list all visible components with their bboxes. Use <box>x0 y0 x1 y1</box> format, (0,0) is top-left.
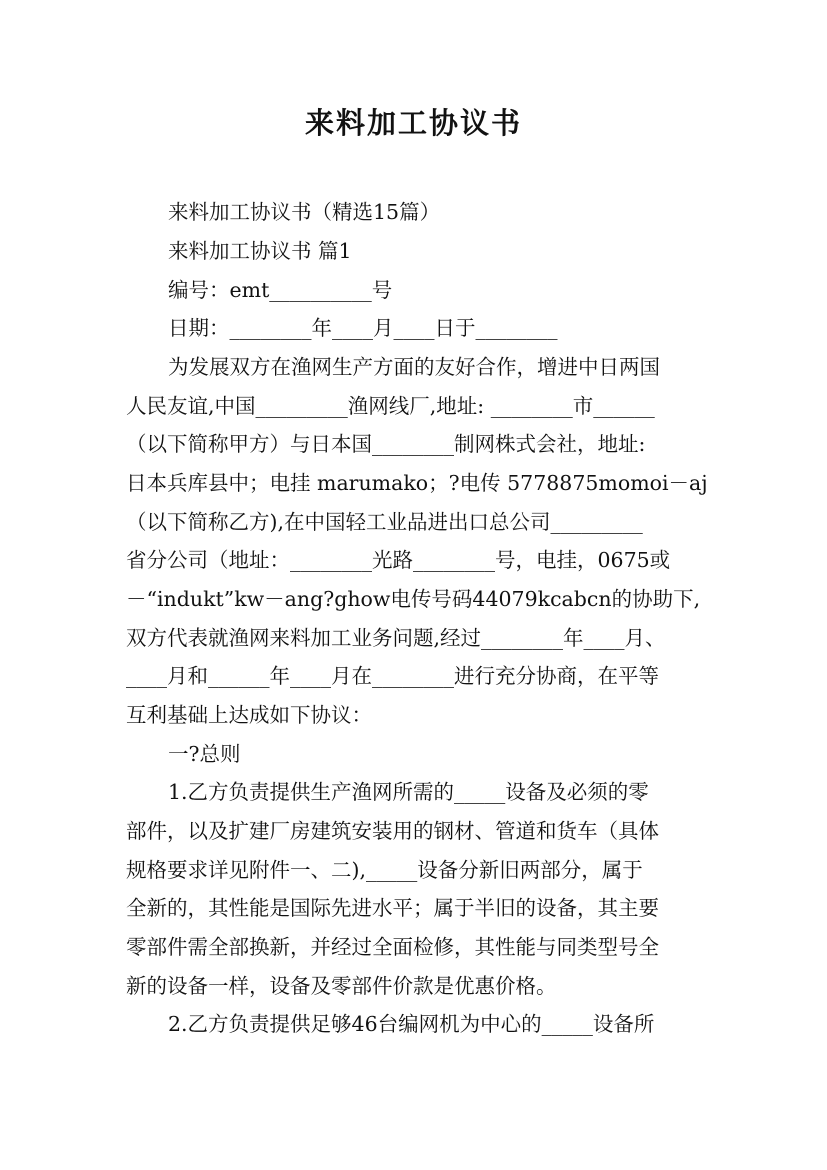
paragraph-line: 为发展双方在渔网生产方面的友好合作，增进中日两国 <box>168 355 660 379</box>
number-line: 编号：emt__________号 <box>168 278 393 302</box>
paragraph-line: －“indukt”kw－ang?ghow电传号码44079kcabcn的协助下, <box>126 587 701 611</box>
section-heading: 一?总则 <box>168 742 241 766</box>
paragraph-line: 零部件需全部换新，并经过全面检修，其性能与同类型号全 <box>126 935 659 959</box>
paragraph-line: 人民友谊,中国_________渔网线厂,地址: ________市______ <box>126 394 655 418</box>
document-title: 来料加工协议书 <box>304 106 522 140</box>
paragraph-line: 1.乙方负责提供生产渔网所需的_____设备及必须的零 <box>168 780 649 804</box>
date-line: 日期：________年____月____日于________ <box>168 316 558 340</box>
paragraph-line: （以下简称甲方）与日本国________制网株式会社，地址: <box>126 432 646 456</box>
paragraph-line: 日本兵库县中；电挂 marumako；?电传 5778875momoi－aj <box>126 471 708 495</box>
paragraph-line: 互利基础上达成如下协议： <box>126 703 372 727</box>
paragraph-line: 规格要求详见附件一、二),_____设备分新旧两部分，属于 <box>126 858 643 882</box>
paragraph-line: （以下简称乙方),在中国轻工业品进出口总公司_________ <box>126 510 643 534</box>
paragraph-line: 2.乙方负责提供足够46台编网机为中心的_____设备所 <box>168 1012 655 1036</box>
section-heading: 来料加工协议书 篇1 <box>168 239 352 263</box>
paragraph-line: 省分公司（地址：________光路________号，电挂，0675或 <box>126 548 671 572</box>
paragraph-line: 部件，以及扩建厂房建筑安装用的钢材、管道和货车（具体 <box>126 819 659 843</box>
paragraph-line: 新的设备一样，设备及零部件价款是优惠价格。 <box>126 974 557 998</box>
paragraph-line: ____月和______年____月在________进行充分协商，在平等 <box>126 664 659 688</box>
paragraph-line: 双方代表就渔网来料加工业务问题,经过________年____月、 <box>126 626 666 650</box>
subtitle-line: 来料加工协议书（精选15篇） <box>168 200 441 224</box>
paragraph-line: 全新的，其性能是国际先进水平；属于半旧的设备，其主要 <box>126 896 659 920</box>
